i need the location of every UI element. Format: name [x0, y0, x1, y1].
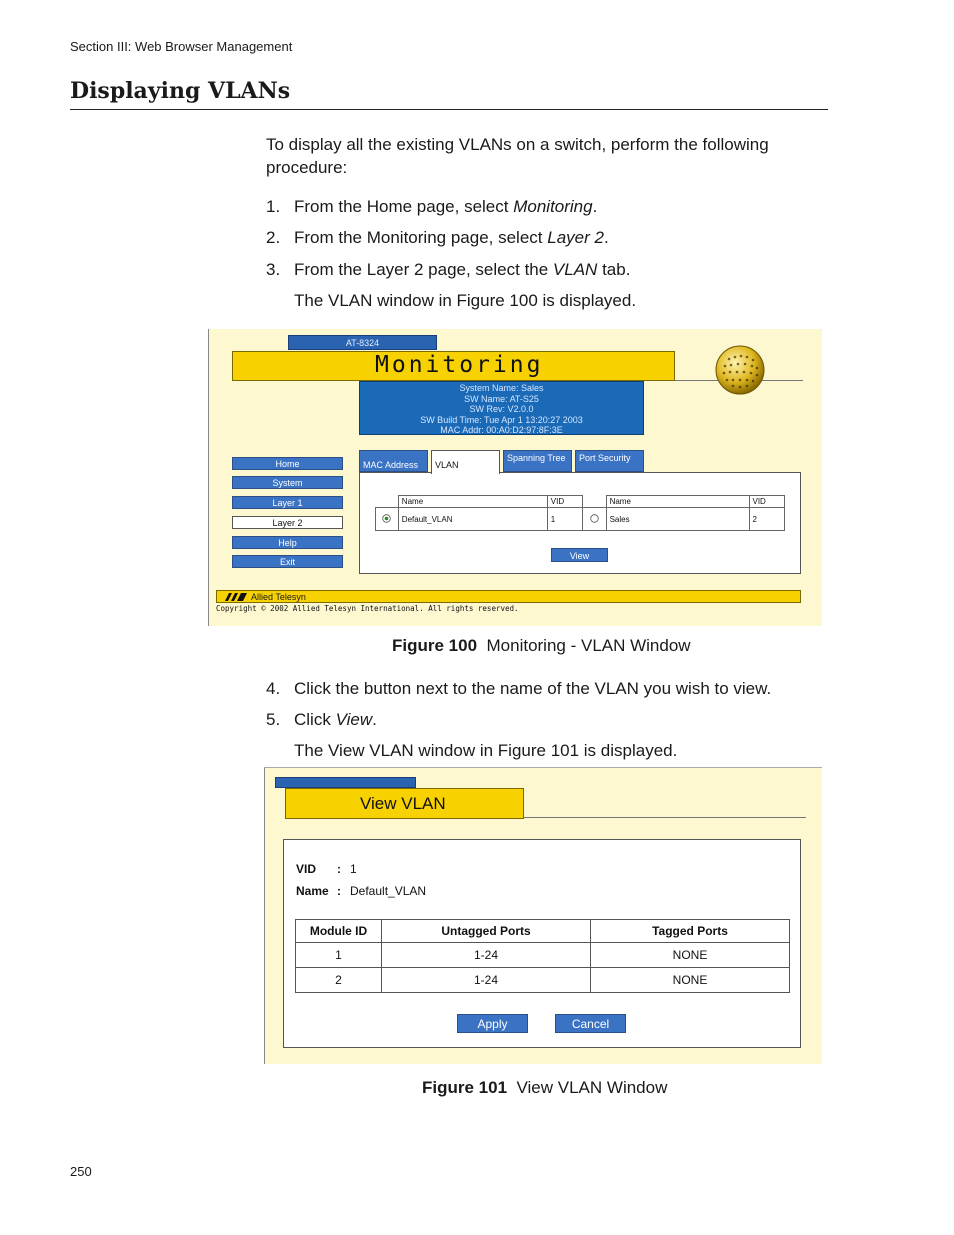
vlan-table [375, 495, 785, 531]
header-tagged-ports: Tagged Ports [591, 920, 790, 943]
untagged-ports-cell: 1-24 [382, 943, 591, 968]
nav-layer1-button[interactable]: Layer 1 [232, 496, 343, 509]
radio-unselected-icon [590, 514, 599, 523]
system-name: System Name: Sales [459, 383, 544, 393]
step-2 [266, 226, 609, 249]
step-number: 1. [266, 197, 281, 216]
figure-101-view-vlan-window [264, 767, 822, 1064]
footer-logo-text: Allied Telesyn [251, 592, 306, 602]
table-row [376, 508, 785, 531]
step-5 [266, 708, 377, 731]
tab-vlan[interactable]: VLAN [431, 450, 500, 474]
model-tab: AT-8324 [288, 335, 437, 350]
view-vlan-banner: View VLAN [285, 788, 524, 819]
vlan-vid-cell: 1 [547, 508, 582, 531]
table-cell [583, 496, 606, 508]
vid-row [296, 862, 316, 876]
vlan-name-cell: Sales [606, 508, 749, 531]
table-header-row [376, 496, 785, 508]
allied-telesyn-logo-icon [225, 593, 247, 601]
tab-mac-address[interactable]: MAC Address [359, 450, 428, 472]
nav-home-button[interactable]: Home [232, 457, 343, 470]
window-tab [275, 777, 416, 788]
step-number: 2. [266, 228, 281, 247]
system-info-panel [359, 381, 644, 435]
header-untagged-ports: Untagged Ports [382, 920, 591, 943]
cancel-button[interactable]: Cancel [555, 1014, 626, 1033]
caption-label: Figure 101 [422, 1078, 508, 1097]
nav-system-button[interactable]: System [232, 476, 343, 489]
name-value: Default_VLAN [350, 884, 427, 898]
page-number: 250 [70, 1164, 92, 1179]
step-text-end: . [592, 197, 598, 216]
step-emphasis: VLAN [552, 260, 598, 279]
vlan-vid-cell: 2 [749, 508, 785, 531]
result-text-1: The VLAN window in Figure 100 is displayed. [294, 291, 637, 310]
nav-exit-button[interactable]: Exit [232, 555, 343, 568]
intro-paragraph: To display all the existing VLANs on a switch, perform the following procedure: [266, 135, 769, 177]
ports-table [295, 919, 790, 993]
table-header-vid: VID [749, 496, 785, 508]
step-text: Click the button next to the name of the VLAN you wish to view. [294, 679, 772, 698]
step-emphasis: Monitoring [513, 197, 593, 216]
name-row [296, 884, 329, 898]
table-header-name: Name [606, 496, 749, 508]
caption-text: Monitoring - VLAN Window [486, 636, 691, 655]
sw-rev: SW Rev: V2.0.0 [469, 404, 534, 414]
tab-port-security[interactable]: Port Security [575, 450, 644, 472]
vlan-name-cell: Default_VLAN [398, 508, 547, 531]
step-text: From the Layer 2 page, select the [294, 260, 553, 279]
step-1 [266, 195, 598, 218]
caption-label: Figure 100 [392, 636, 478, 655]
nav-help-button[interactable]: Help [232, 536, 343, 549]
step-4 [266, 677, 772, 700]
title-rule [70, 109, 828, 110]
globe-logo-icon [715, 345, 765, 395]
untagged-ports-cell: 1-24 [382, 968, 591, 993]
tagged-ports-cell: NONE [591, 968, 790, 993]
header-module-id: Module ID [296, 920, 382, 943]
step-emphasis: Layer 2 [547, 228, 604, 247]
module-id-cell: 2 [296, 968, 382, 993]
banner-rule [524, 817, 806, 818]
radio-default-vlan[interactable] [376, 508, 399, 531]
mac-addr: MAC Addr: 00:A0:D2:97:8F:3E [440, 425, 563, 435]
copyright-text: Copyright © 2002 Allied Telesyn International. All rights reserved. [216, 604, 519, 613]
tagged-ports-cell: NONE [591, 943, 790, 968]
table-cell [376, 496, 399, 508]
result-text-2: The View VLAN window in Figure 101 is displayed. [294, 741, 678, 760]
name-label: Name [296, 884, 329, 898]
step-number: 4. [266, 679, 281, 698]
page-title: Displaying VLANs [70, 78, 291, 104]
step-emphasis: View [335, 710, 373, 729]
figure-100-monitoring-window [208, 329, 822, 626]
step-text: From the Monitoring page, select [294, 228, 548, 247]
view-vlan-panel [283, 839, 801, 1048]
sw-name: SW Name: AT-S25 [464, 393, 539, 404]
table-header-row [296, 920, 790, 943]
vid-label: VID [296, 862, 317, 876]
sw-build-time: SW Build Time: Tue Apr 1 13:20:27 2003 [420, 414, 583, 425]
step-3 [266, 258, 631, 281]
vid-value: 1 [350, 862, 357, 876]
step-text: Click [294, 710, 336, 729]
step-number: 5. [266, 710, 281, 729]
radio-sales-vlan[interactable] [583, 508, 606, 531]
table-header-name: Name [398, 496, 547, 508]
nav-layer2-button[interactable]: Layer 2 [232, 516, 343, 529]
figure-100-caption [392, 636, 691, 656]
caption-text: View VLAN Window [516, 1078, 668, 1097]
monitoring-title: Monitoring [375, 352, 544, 378]
radio-selected-icon [382, 514, 391, 523]
name-colon: : [337, 884, 341, 898]
view-button[interactable]: View [551, 548, 608, 562]
tab-spanning-tree[interactable]: Spanning Tree [503, 450, 572, 472]
apply-button[interactable]: Apply [457, 1014, 528, 1033]
table-header-vid: VID [547, 496, 582, 508]
figure-101-caption [422, 1078, 667, 1098]
step-number: 3. [266, 260, 281, 279]
table-row [296, 968, 790, 993]
module-id-cell: 1 [296, 943, 382, 968]
step-text-end: . [603, 228, 609, 247]
step-text-end: . [372, 710, 377, 729]
table-row [296, 943, 790, 968]
section-header: Section III: Web Browser Management [70, 39, 293, 54]
step-text: From the Home page, select [294, 197, 514, 216]
vid-colon: : [337, 862, 341, 876]
step-text-end: tab. [597, 260, 631, 279]
footer-bar [216, 590, 801, 603]
